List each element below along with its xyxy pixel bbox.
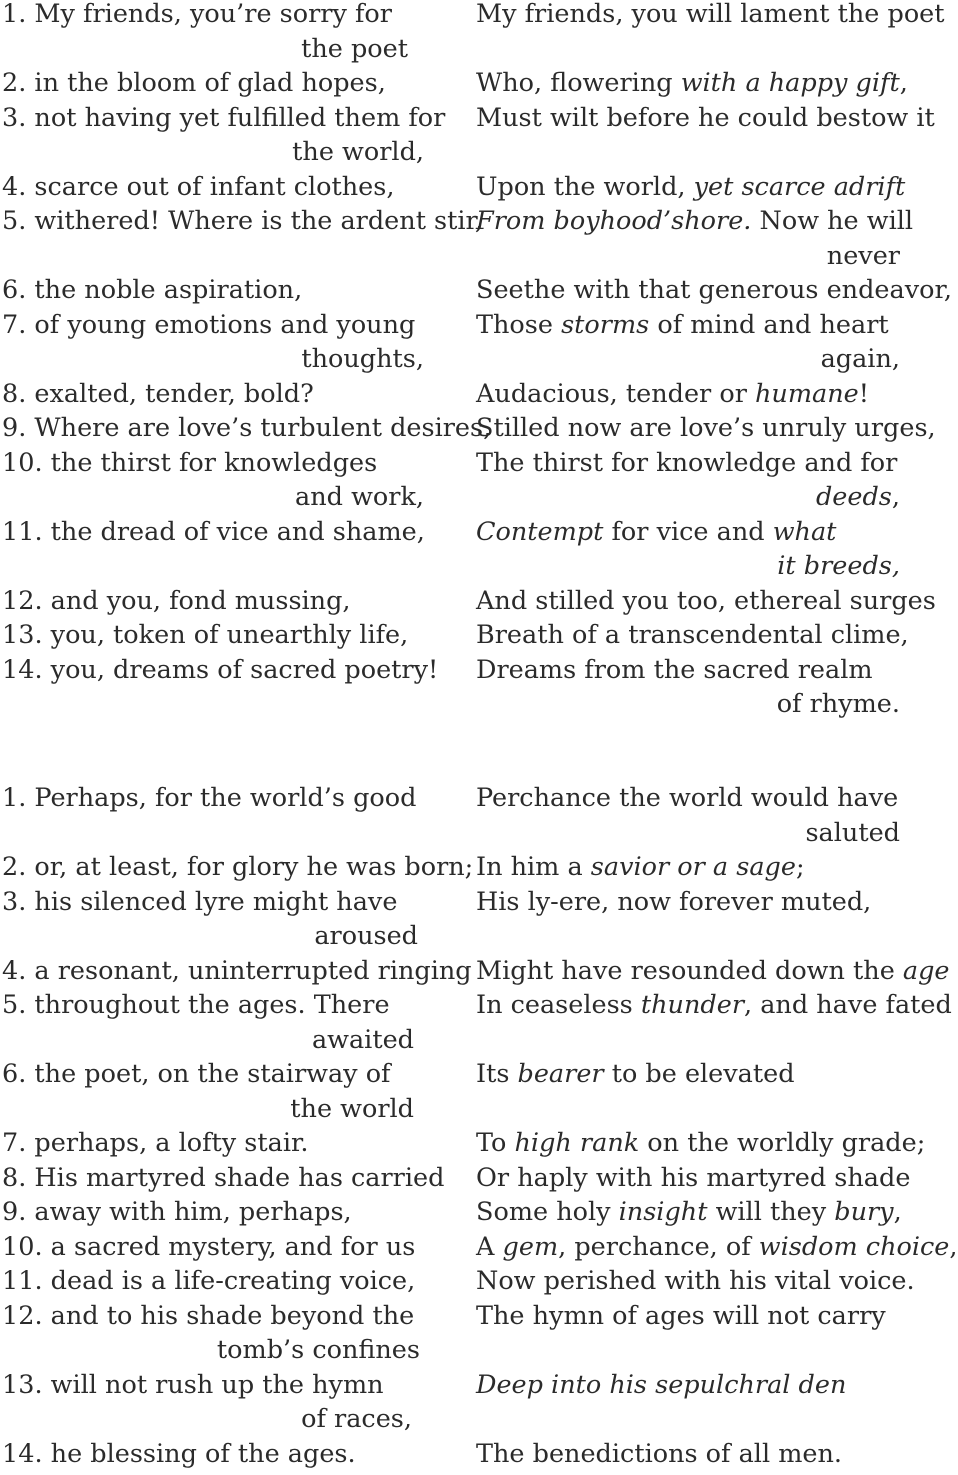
text-segment: Audacious, tender or <box>476 378 755 409</box>
verse-line: 3. his silenced lyre might have <box>2 886 398 917</box>
text-segment: Breath of a transcendental clime, <box>476 620 909 650</box>
stanza-2-literal-translation <box>2 781 474 1471</box>
verse-line: 10. the thirst for knowledges <box>2 447 378 478</box>
text-segment: The thirst for knowledge and for <box>476 447 898 478</box>
verse-line <box>476 618 909 653</box>
text-segment: , perchance, of <box>558 1231 759 1262</box>
verse-line <box>476 988 952 1023</box>
verse-line: 14. he blessing of the ages. <box>2 1438 356 1469</box>
text-segment: Those <box>476 309 562 340</box>
verse-line <box>476 885 900 920</box>
text-segment: , <box>899 68 908 98</box>
verse-line <box>476 781 900 816</box>
italic-text: bearer <box>517 1059 604 1089</box>
verse-line-continuation <box>476 342 900 377</box>
line-spacer <box>2 239 430 274</box>
text-segment: saluted <box>805 817 900 848</box>
text-segment: Who, flowering <box>476 68 681 98</box>
stanza-1-verse-translation <box>476 0 952 722</box>
italic-text: high rank <box>514 1128 640 1158</box>
verse-line: 4. a resonant, uninterrupted ringing <box>2 955 472 986</box>
verse-line <box>476 1195 900 1230</box>
verse-line-continuation: of races, <box>301 1404 412 1434</box>
italic-text: savior or a sage <box>590 852 796 882</box>
text-segment: Its <box>476 1059 518 1089</box>
verse-line: 11. the dread of vice and shame, <box>2 516 425 547</box>
verse-line <box>476 1368 900 1403</box>
text-segment: Or haply with his martyred shade <box>476 1162 911 1193</box>
italic-text: storms <box>561 309 650 340</box>
italic-text: what <box>772 516 837 547</box>
verse-line <box>476 308 900 343</box>
text-segment: , and have fated <box>744 990 952 1020</box>
text-segment: , <box>893 1197 902 1227</box>
italic-text: humane <box>755 378 859 409</box>
verse-line: 6. the noble aspiration, <box>2 275 303 305</box>
text-segment: Must wilt before he could bestow it <box>476 102 935 133</box>
verse-line-continuation: the poet <box>301 33 408 64</box>
verse-line <box>476 850 900 885</box>
verse-line <box>476 1299 900 1334</box>
text-segment: will they <box>707 1197 835 1227</box>
verse-line <box>476 101 935 136</box>
italic-text: insight <box>618 1197 708 1227</box>
verse-line-continuation <box>476 480 900 515</box>
line-spacer <box>476 1333 900 1368</box>
verse-line: 6. the poet, on the stairway of <box>2 1059 391 1089</box>
verse-line: 4. scarce out of infant clothes, <box>2 171 395 202</box>
text-segment: The hymn of ages will not carry <box>476 1300 886 1331</box>
italic-text: yet scarce adrift <box>693 171 906 202</box>
verse-line: 5. throughout the ages. There <box>2 990 390 1020</box>
text-segment: Perchance the world would have <box>476 783 899 813</box>
text-segment: , <box>949 1231 958 1262</box>
verse-line: 13. you, token of unearthly life, <box>2 620 409 650</box>
text-segment: And stilled you too, ethereal surges <box>476 585 936 616</box>
text-segment: never <box>826 240 900 271</box>
verse-line <box>476 1057 900 1092</box>
text-segment: on the worldly grade; <box>639 1128 926 1158</box>
italic-text: gem <box>502 1231 559 1262</box>
line-spacer <box>476 1092 900 1127</box>
text-segment: of rhyme. <box>776 689 900 719</box>
verse-line <box>476 653 900 688</box>
text-segment: of mind and heart <box>649 309 889 340</box>
verse-line <box>476 515 900 550</box>
verse-line: 13. will not rush up the hymn <box>2 1369 384 1400</box>
verse-line: 8. exalted, tender, bold? <box>2 378 314 409</box>
verse-line <box>476 1126 926 1161</box>
text-segment: Might have resounded down the <box>476 955 903 986</box>
verse-line-continuation <box>476 549 900 584</box>
verse-line-continuation: thoughts, <box>301 344 424 374</box>
verse-line-continuation: and work, <box>295 482 424 512</box>
verse-line: 2. or, at least, for glory he was born; <box>2 852 474 882</box>
text-segment: again, <box>820 344 900 374</box>
line-spacer <box>2 549 430 584</box>
text-segment: My friends, you will lament the poet <box>476 0 945 29</box>
verse-line: 1. Perhaps, for the world’s good <box>2 783 417 813</box>
verse-line-continuation <box>476 816 900 851</box>
text-segment: The benedictions of all men. <box>476 1438 843 1469</box>
line-spacer <box>476 1402 900 1437</box>
verse-line <box>476 273 952 308</box>
verse-line <box>476 1230 958 1265</box>
verse-line-continuation <box>476 239 900 274</box>
verse-line <box>476 377 900 412</box>
italic-text: deeds <box>815 482 892 512</box>
italic-text: Contempt <box>476 516 604 547</box>
text-segment: to be elevated <box>603 1059 795 1089</box>
text-segment: In ceaseless <box>476 990 641 1020</box>
verse-line: 14. you, dreams of sacred poetry! <box>2 654 439 685</box>
verse-line: 1. My friends, you’re sorry for <box>2 0 392 29</box>
verse-line-continuation: the world, <box>292 137 424 167</box>
text-segment: for vice and <box>603 516 773 547</box>
italic-text: Deep into his sepulchral den <box>476 1369 847 1400</box>
stanza-1-literal-translation <box>2 0 492 687</box>
verse-line: 12. and you, fond mussing, <box>2 585 351 616</box>
text-segment: ! <box>858 378 869 409</box>
verse-line: 10. a sacred mystery, and for us <box>2 1231 416 1262</box>
italic-text: thunder <box>640 990 745 1020</box>
text-segment: In him a <box>476 852 591 882</box>
verse-line <box>476 0 945 32</box>
verse-line <box>476 1161 911 1196</box>
verse-line <box>476 1437 900 1472</box>
text-segment: , <box>891 482 900 512</box>
text-segment: Upon the world, <box>476 171 694 202</box>
verse-line <box>476 66 908 101</box>
verse-line: 2. in the bloom of glad hopes, <box>2 68 386 98</box>
text-segment: Seethe with that generous endeavor, <box>476 275 952 305</box>
line-spacer <box>476 919 900 954</box>
verse-line: 9. away with him, perhaps, <box>2 1197 352 1227</box>
verse-line: 7. of young emotions and young <box>2 309 416 340</box>
text-segment: Now perished with his vital voice. <box>476 1266 915 1296</box>
text-segment: Dreams from the sacred realm <box>476 654 873 685</box>
stanza-2-verse-translation <box>476 781 958 1471</box>
text-segment: A <box>476 1231 503 1262</box>
line-spacer <box>2 816 430 851</box>
text-segment: Some holy <box>476 1197 619 1227</box>
text-segment: To <box>476 1128 515 1158</box>
italic-text: wisdom choice <box>758 1231 950 1262</box>
verse-line-continuation <box>476 687 900 722</box>
line-spacer <box>476 135 900 170</box>
line-spacer <box>476 1023 900 1058</box>
verse-line <box>476 954 950 989</box>
verse-line: 9. Where are love’s turbulent desires, <box>2 413 492 443</box>
verse-line: 3. not having yet fulfilled them for <box>2 102 446 133</box>
line-spacer <box>476 32 900 67</box>
verse-line: 11. dead is a life-creating voice, <box>2 1266 416 1296</box>
italic-text: it breeds, <box>777 551 900 581</box>
verse-line-continuation: awaited <box>311 1024 414 1055</box>
text-segment: Now he will <box>751 206 914 236</box>
verse-line <box>476 204 914 239</box>
italic-text: with a happy gift <box>680 68 900 98</box>
verse-line <box>476 446 900 481</box>
verse-line: 7. perhaps, a lofty stair. <box>2 1128 309 1158</box>
text-segment: Stilled now are love’s unruly urges, <box>476 413 936 443</box>
verse-line-continuation: aroused <box>314 921 418 951</box>
text-segment: ; <box>795 852 805 882</box>
verse-line: 12. and to his shade beyond the <box>2 1300 415 1331</box>
verse-line-continuation: tomb’s confines <box>216 1335 420 1365</box>
text-segment: His ly-ere, now forever muted, <box>476 886 872 917</box>
italic-text: age <box>902 955 950 986</box>
italic-text: From boyhood’shore. <box>476 206 752 236</box>
verse-line <box>476 170 906 205</box>
verse-line <box>476 584 936 619</box>
verse-line: 8. His martyred shade has carried <box>2 1162 445 1193</box>
verse-line <box>476 411 936 446</box>
italic-text: bury <box>834 1197 894 1227</box>
verse-line-continuation: the world <box>290 1093 414 1124</box>
verse-line: 5. withered! Where is the ardent stir, <box>2 206 484 236</box>
verse-line <box>476 1264 915 1299</box>
